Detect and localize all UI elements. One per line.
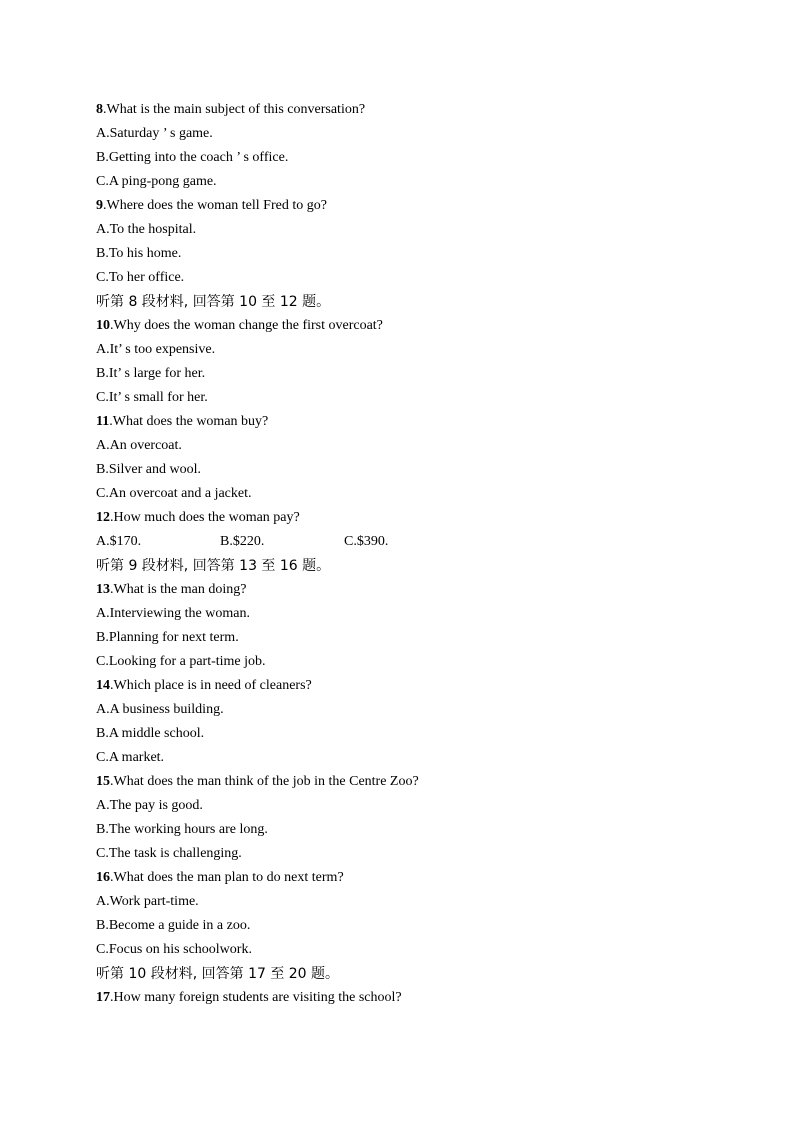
answer-option: C.Focus on his schoolwork. [96, 942, 252, 957]
question-number: 14 [96, 678, 110, 693]
section-instruction: 听第 10 段材料, 回答第 17 至 20 题。 [96, 966, 340, 982]
question-text: .What is the man doing? [110, 582, 247, 597]
answer-option: B.To his home. [96, 246, 182, 261]
answer-option: C.The task is challenging. [96, 846, 242, 861]
question-12 [96, 506, 716, 530]
question-14 [96, 674, 716, 698]
answer-option: A.Saturday ’ s game. [96, 126, 213, 141]
answer-option: B.Getting into the coach ’ s office. [96, 150, 289, 165]
answer-option: C.$390. [344, 534, 389, 549]
question-9 [96, 194, 716, 218]
answer-option: A.Work part-time. [96, 894, 199, 909]
answer-option: A.The pay is good. [96, 798, 203, 813]
answer-option: B.It’ s large for her. [96, 366, 206, 381]
question-11 [96, 410, 716, 434]
question-8 [96, 98, 716, 122]
question-17 [96, 986, 716, 1010]
answer-option: A.An overcoat. [96, 438, 182, 453]
answer-option: B.A middle school. [96, 726, 205, 741]
question-text: .What does the woman buy? [109, 414, 269, 429]
question-number: 15 [96, 774, 110, 789]
question-text: .What is the main subject of this conversation? [103, 102, 366, 117]
question-number: 13 [96, 582, 110, 597]
question-number: 10 [96, 318, 110, 333]
question-number: 12 [96, 510, 110, 525]
answer-option: B.Become a guide in a zoo. [96, 918, 251, 933]
answer-option: B.Planning for next term. [96, 630, 239, 645]
question-text: .How many foreign students are visiting the school? [110, 990, 402, 1005]
answer-option: B.$220. [220, 534, 265, 549]
answer-option: C.A ping-pong game. [96, 174, 217, 189]
answer-option: A.$170. [96, 534, 142, 549]
question-text: .What does the man think of the job in the Centre Zoo? [110, 774, 419, 789]
question-number: 17 [96, 990, 110, 1005]
question-number: 11 [96, 414, 110, 429]
question-number: 8 [96, 102, 103, 117]
question-number: 16 [96, 870, 110, 885]
answer-option: A.It’ s too expensive. [96, 342, 216, 357]
section-instruction: 听第 8 段材料, 回答第 10 至 12 题。 [96, 294, 331, 310]
answer-option: C.To her office. [96, 270, 185, 285]
answer-option: A.Interviewing the woman. [96, 606, 250, 621]
document-page [96, 98, 716, 1010]
answer-option: C.Looking for a part-time job. [96, 654, 266, 669]
question-text: .Why does the woman change the first overcoat? [110, 318, 383, 333]
answer-option: A.To the hospital. [96, 222, 197, 237]
question-text: .Where does the woman tell Fred to go? [103, 198, 327, 213]
question-13 [96, 578, 716, 602]
question-text: .Which place is in need of cleaners? [110, 678, 312, 693]
answer-option: A.A business building. [96, 702, 224, 717]
answer-option: C.A market. [96, 750, 165, 765]
question-15 [96, 770, 716, 794]
answer-option: B.The working hours are long. [96, 822, 268, 837]
answer-option: C.An overcoat and a jacket. [96, 486, 252, 501]
answer-option: B.Silver and wool. [96, 462, 201, 477]
question-text: .What does the man plan to do next term? [110, 870, 344, 885]
question-text: .How much does the woman pay? [110, 510, 300, 525]
question-10 [96, 314, 716, 338]
answer-option: C.It’ s small for her. [96, 390, 208, 405]
question-16 [96, 866, 716, 890]
question-number: 9 [96, 198, 103, 213]
section-instruction: 听第 9 段材料, 回答第 13 至 16 题。 [96, 558, 331, 574]
answer-options-row [96, 530, 716, 554]
